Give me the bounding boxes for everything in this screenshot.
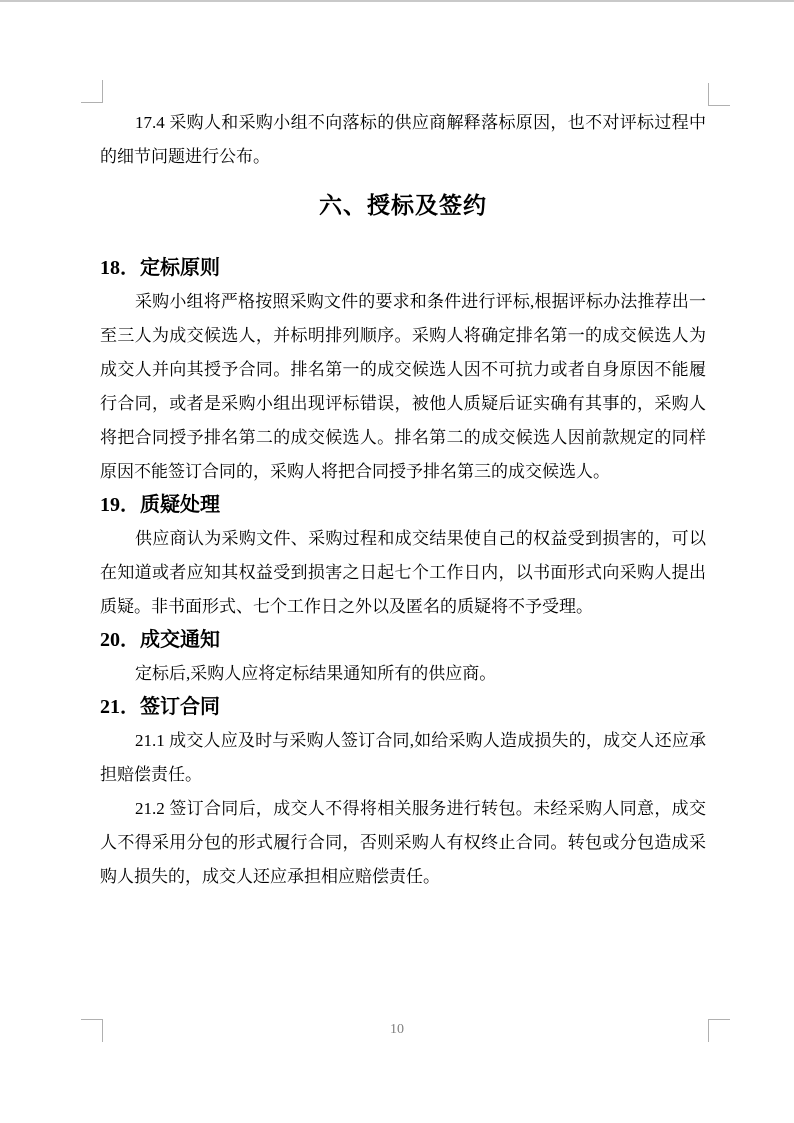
paragraph-17-4: 17.4 采购人和采购小组不向落标的供应商解释落标原因，也不对评标过程中的细节问题进行公布。 bbox=[100, 113, 706, 166]
document-content bbox=[100, 106, 706, 894]
section-heading-20: 20．成交通知 bbox=[100, 629, 220, 651]
section-heading-18: 18．定标原则 bbox=[100, 257, 220, 279]
section-19-paragraph: 供应商认为采购文件、采购过程和成交结果使自己的权益受到损害的，可以在知道或者应知其权益受到损害之日起七个工作日内，以书面形式向采购人提出质疑。非书面形式、七个工作日之外以及匿名的质疑将不予受理。 bbox=[100, 529, 706, 616]
crop-mark-top-left bbox=[81, 80, 103, 103]
crop-mark-top-right bbox=[708, 83, 730, 106]
section-heading-21: 21．签订合同 bbox=[100, 696, 220, 718]
section-heading-19: 19．质疑处理 bbox=[100, 494, 220, 516]
window-top-edge bbox=[0, 0, 794, 2]
section-20-paragraph: 定标后,采购人应将定标结果通知所有的供应商。 bbox=[135, 664, 497, 683]
section-21-paragraph-1: 21.1 成交人应及时与采购人签订合同,如给采购人造成损失的，成交人还应承担赔偿责任。 bbox=[100, 731, 706, 784]
section-21-paragraph-2: 21.2 签订合同后，成交人不得将相关服务进行转包。未经采购人同意，成交人不得采用分包的形式履行合同，否则采购人有权终止合同。转包或分包造成采购人损失的，成交人还应承担相应赔偿责任。 bbox=[100, 799, 706, 886]
page-number: 10 bbox=[390, 1022, 404, 1037]
section-18-paragraph: 采购小组将严格按照采购文件的要求和条件进行评标,根据评标办法推荐出一至三人为成交候选人，并标明排列顺序。采购人将确定排名第一的成交候选人为成交人并向其授予合同。排名第一的成交候选人因不可抗力或者自身原因不能履行合同，或者是采购小组出现评标错误，被他人质疑后证实确有其事的，采购人将把合同授予排名第二的成交候选人。排名第二的成交候选人因前款规定的同样原因不能签订合同的，采购人将把合同授予排名第三的成交候选人。 bbox=[100, 292, 706, 481]
chapter-heading: 六、授标及签约 bbox=[319, 193, 487, 218]
